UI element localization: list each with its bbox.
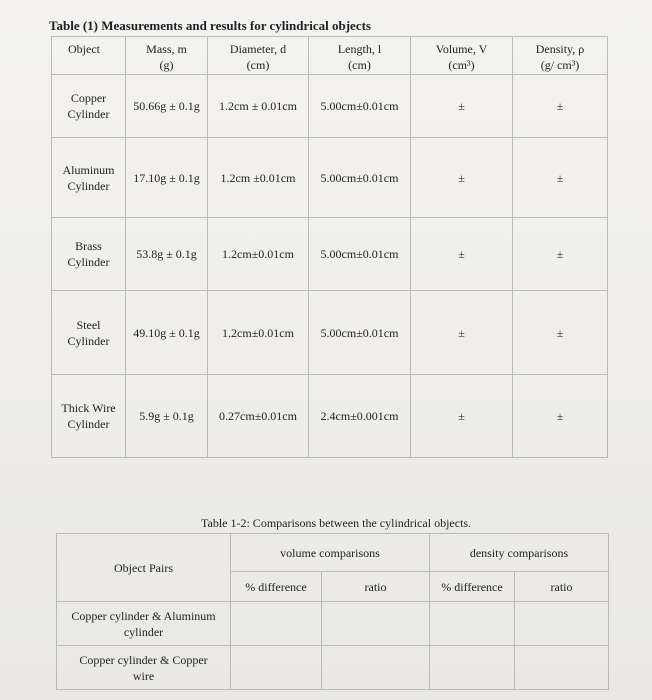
object-pair-line: Copper cylinder & Aluminum — [71, 608, 216, 623]
volume-pct-difference-cell — [231, 646, 322, 690]
header-object — [52, 37, 126, 75]
mass-cell: 5.9g ± 0.1g — [126, 375, 208, 458]
header-volume — [411, 37, 513, 75]
object-pair-line: Copper cylinder & Copper — [79, 652, 208, 667]
header-label: Density, ρ — [535, 42, 585, 56]
length-cell: 5.00cm±0.01cm — [309, 291, 411, 375]
density-ratio-header: ratio — [515, 572, 609, 602]
header-length — [309, 37, 411, 75]
density-cell: ± — [513, 75, 608, 138]
object-cell — [52, 291, 126, 375]
table1-title: Table (1) Measurements and results for cylindrical objects — [49, 18, 371, 33]
header-density — [513, 37, 608, 75]
comparisons-table — [56, 533, 609, 690]
table2-caption: Table 1-2: Comparisons between the cylindrical objects. — [201, 516, 472, 530]
header-unit: (cm³) — [448, 58, 475, 72]
volume-pct-difference-cell — [231, 602, 322, 646]
density-ratio-cell — [515, 602, 609, 646]
object-name: Aluminum — [62, 162, 115, 177]
length-cell: 2.4cm±0.001cm — [309, 375, 411, 458]
object-pairs-header: Object Pairs — [57, 534, 231, 602]
table-row — [57, 602, 609, 646]
table2-group-header-row — [57, 534, 609, 572]
volume-ratio-header: ratio — [322, 572, 430, 602]
header-mass — [126, 37, 208, 75]
density-ratio-cell — [515, 646, 609, 690]
table-row — [52, 138, 608, 218]
header-label: Volume, V — [435, 42, 488, 56]
volume-cell: ± — [411, 291, 513, 375]
volume-cell: ± — [411, 138, 513, 218]
object-type: Cylinder — [67, 107, 110, 121]
table-row — [52, 218, 608, 291]
density-cell: ± — [513, 138, 608, 218]
volume-ratio-cell — [322, 602, 430, 646]
object-name: Thick Wire — [61, 401, 116, 415]
length-cell: 5.00cm±0.01cm — [309, 138, 411, 218]
table-row — [52, 375, 608, 458]
diameter-cell: 0.27cm±0.01cm — [208, 375, 309, 458]
object-type: Cylinder — [67, 417, 110, 431]
object-pair-line: cylinder — [123, 624, 164, 639]
header-unit: (cm) — [246, 58, 270, 72]
table-row — [57, 646, 609, 690]
header-diameter — [208, 37, 309, 75]
object-type: Cylinder — [67, 333, 110, 348]
object-cell — [52, 75, 126, 138]
mass-cell: 53.8g ± 0.1g — [126, 218, 208, 291]
volume-comparisons-header: volume comparisons — [231, 534, 430, 572]
object-name: Steel — [76, 317, 101, 332]
object-type: Cylinder — [67, 178, 110, 193]
object-pair-line: wire — [132, 668, 155, 683]
header-label: Diameter, d — [229, 42, 287, 56]
diameter-cell: 1.2cm ±0.01cm — [208, 138, 309, 218]
diameter-cell: 1.2cm±0.01cm — [208, 218, 309, 291]
header-unit: (g/ cm³) — [540, 58, 580, 72]
object-name: Copper — [70, 91, 107, 105]
mass-cell: 49.10g ± 0.1g — [126, 291, 208, 375]
measurements-table — [51, 36, 608, 458]
length-cell: 5.00cm±0.01cm — [309, 75, 411, 138]
mass-cell: 17.10g ± 0.1g — [126, 138, 208, 218]
diameter-cell: 1.2cm±0.01cm — [208, 291, 309, 375]
object-cell — [52, 218, 126, 291]
object-name: Brass — [75, 239, 102, 253]
object-pair-cell — [57, 602, 231, 646]
object-cell — [52, 138, 126, 218]
header-label: Length, l — [337, 42, 382, 56]
diameter-cell: 1.2cm ± 0.01cm — [208, 75, 309, 138]
table1-header-row — [52, 37, 608, 75]
density-cell: ± — [513, 375, 608, 458]
length-cell: 5.00cm±0.01cm — [309, 218, 411, 291]
density-comparisons-header: density comparisons — [430, 534, 609, 572]
volume-ratio-cell — [322, 646, 430, 690]
density-pct-difference-header: % difference — [430, 572, 515, 602]
header-unit: (g) — [159, 58, 174, 72]
object-pair-cell — [57, 646, 231, 690]
header-unit: (cm) — [348, 58, 371, 72]
header-label: Mass, m — [146, 42, 187, 56]
volume-cell: ± — [411, 375, 513, 458]
density-cell: ± — [513, 291, 608, 375]
object-type: Cylinder — [67, 255, 110, 269]
volume-cell: ± — [411, 75, 513, 138]
header-label: Object — [68, 42, 100, 56]
table-row — [52, 291, 608, 375]
mass-cell: 50.66g ± 0.1g — [126, 75, 208, 138]
object-cell — [52, 375, 126, 458]
table-row — [52, 75, 608, 138]
volume-pct-difference-header: % difference — [231, 572, 322, 602]
density-pct-difference-cell — [430, 646, 515, 690]
density-pct-difference-cell — [430, 602, 515, 646]
density-cell: ± — [513, 218, 608, 291]
volume-cell: ± — [411, 218, 513, 291]
